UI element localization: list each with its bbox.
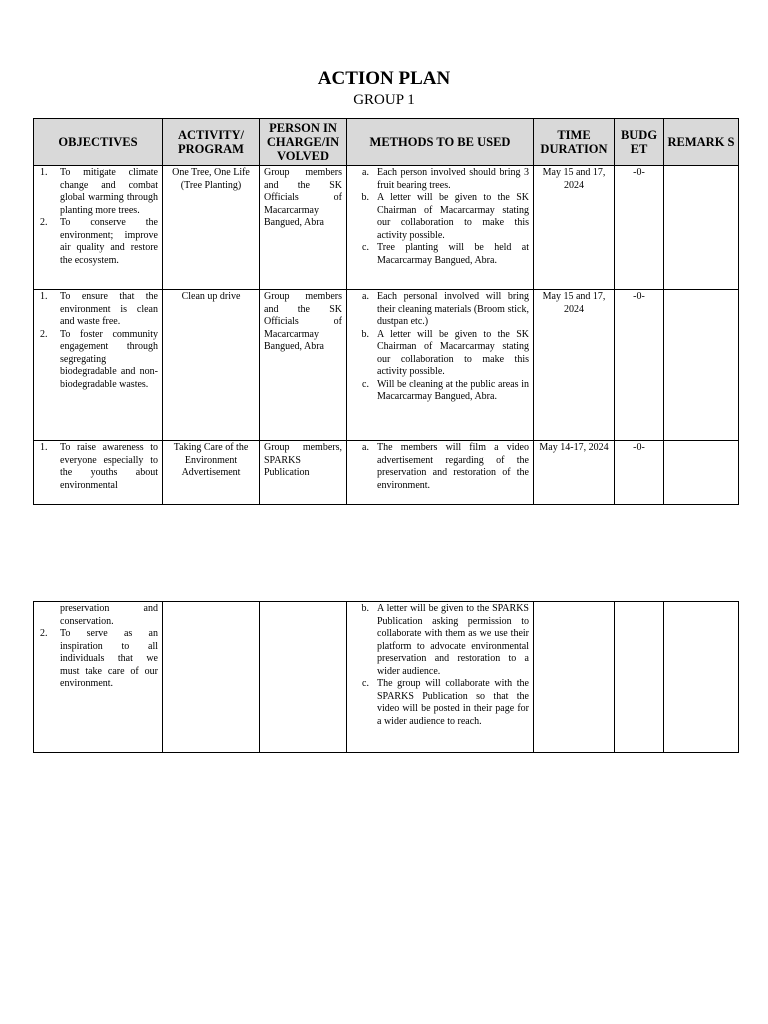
budget-cell: -0- <box>615 166 664 290</box>
table-row <box>34 441 739 505</box>
methods-cell <box>347 166 534 290</box>
list-item: 1. To ensure that the environment is clean and waste free. <box>40 291 158 327</box>
methods-cell <box>347 290 534 441</box>
list-item: b. A letter will be given to the SK Chairman of Macarcarmay stating our collaboration to make this activity possible. <box>361 328 529 377</box>
list-item: a. The members will film a video advertisement regarding of the preservation and restoration of the environment. <box>362 442 529 491</box>
table-row <box>34 166 739 290</box>
header-activity: ACTIVITY/ PROGRAM <box>163 119 260 166</box>
activity-cell: One Tree, One Life (Tree Planting) <box>163 166 260 290</box>
list-item: c. Tree planting will be held at Macarcarmay Bangued, Abra. <box>362 242 529 266</box>
budget-cell: -0- <box>615 290 664 441</box>
document-subtitle: GROUP 1 <box>353 92 415 108</box>
header-budget: BUDG ET <box>615 119 664 166</box>
list-item: a. Each person involved should bring 3 fruit bearing trees. <box>362 167 529 191</box>
remarks-cell <box>664 290 739 441</box>
remarks-cell <box>664 166 739 290</box>
list-item: b. A letter will be given to the SPARKS Publication asking permission to collaborate with them as we use their platform to advocate environmental preservation and restoration to a wider audience. <box>361 603 529 677</box>
objective-continued: preservation and conservation. <box>60 603 158 627</box>
list-item: 1. To raise awareness to everyone especially to the youths about environmental <box>40 442 158 491</box>
budget-cell: -0- <box>615 441 664 505</box>
list-item: b. A letter will be given to the SK Chairman of Macarcarmay stating our collaboration to make this activity possible. <box>361 192 529 241</box>
list-item: a. Each personal involved will bring their cleaning materials (Broom stick, dustpan etc.) <box>362 291 529 327</box>
person-cell: Group members, SPARKS Publication <box>260 441 347 505</box>
header-person: PERSON IN CHARGE/IN VOLVED <box>260 119 347 166</box>
time-cell: May 15 and 17, 2024 <box>534 290 615 441</box>
time-cell <box>534 602 615 753</box>
methods-cell <box>347 441 534 505</box>
person-cell: Group members and the SK Officials of Macarcarmay Bangued, Abra <box>260 290 347 441</box>
header-methods: METHODS TO BE USED <box>347 119 534 166</box>
time-cell: May 15 and 17, 2024 <box>534 166 615 290</box>
list-item: 2. To foster community engagement through segregating biodegradable and non-biodegradable wastes. <box>40 328 158 390</box>
table-row <box>34 290 739 441</box>
list-item: 1. To mitigate climate change and combat global warming through planting more trees. <box>40 167 158 216</box>
header-objectives: OBJECTIVES <box>34 119 163 166</box>
table-row <box>34 602 739 753</box>
table-header-row <box>34 119 739 166</box>
list-item: 2. To conserve the environment; improve air quality and restore the ecosystem. <box>40 217 158 266</box>
objectives-cell <box>34 441 163 505</box>
objectives-cell <box>34 602 163 753</box>
remarks-cell <box>664 602 739 753</box>
person-cell: Group members and the SK Officials of Macarcarmay Bangued, Abra <box>260 166 347 290</box>
remarks-cell <box>664 441 739 505</box>
methods-cell <box>347 602 534 753</box>
activity-cell: Taking Care of the Environment Advertisement <box>163 441 260 505</box>
list-item: c. Will be cleaning at the public areas in Macarcarmay Bangued, Abra. <box>362 378 529 402</box>
objectives-cell <box>34 166 163 290</box>
action-plan-table <box>33 118 739 505</box>
header-time: TIME DURATION <box>534 119 615 166</box>
person-cell <box>260 602 347 753</box>
action-plan-table-continued <box>33 601 739 753</box>
activity-cell: Clean up drive <box>163 290 260 441</box>
list-item: c. The group will collaborate with the SPARKS Publication so that the video will be posted in their page for a wider audience to reach. <box>362 678 529 727</box>
budget-cell <box>615 602 664 753</box>
activity-cell <box>163 602 260 753</box>
document-title: ACTION PLAN <box>317 68 451 89</box>
time-cell: May 14-17, 2024 <box>534 441 615 505</box>
list-item: 2. To serve as an inspiration to all individuals that we must take care of our environment. <box>40 628 158 689</box>
header-remarks: REMARK S <box>664 119 739 166</box>
objectives-cell <box>34 290 163 441</box>
